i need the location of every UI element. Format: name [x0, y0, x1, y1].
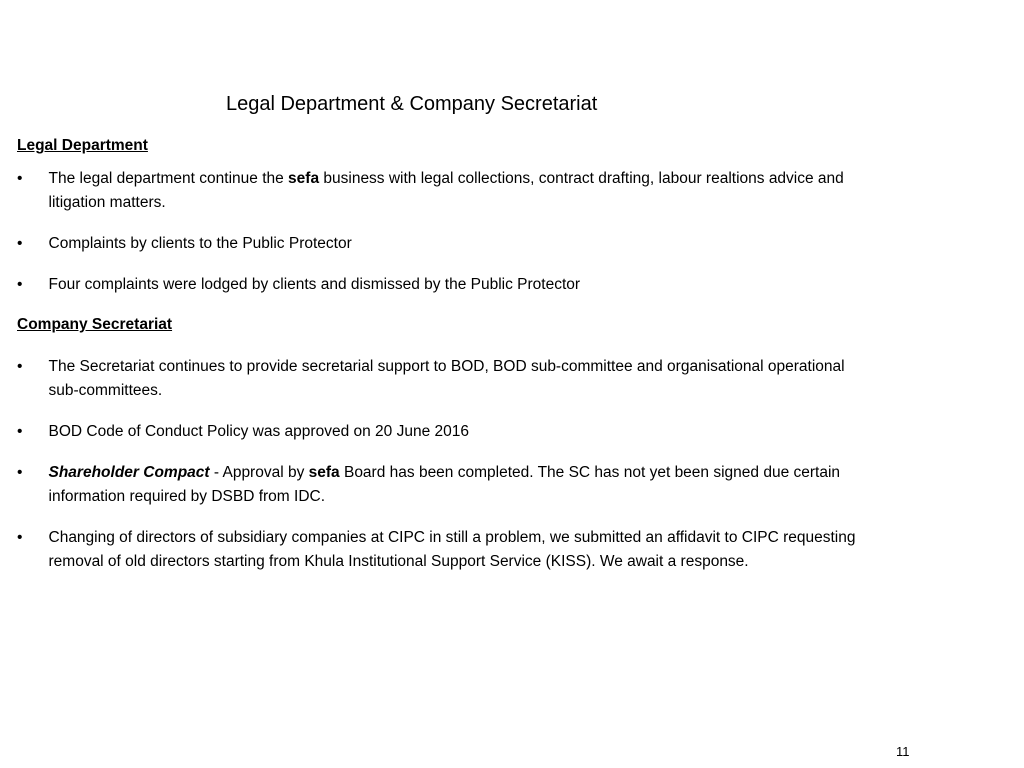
bullet-text: Changing of directors of subsidiary companies at CIPC in still a problem, we submitted an affidavit to CIPC requesting removal of old directors starting from Khula Institutional Support Service (KISS). We await a response.	[48, 529, 856, 570]
bullet-text: The Secretariat continues to provide secretarial support to BOD, BOD sub-committee and organisational operational sub-committees.	[48, 358, 845, 399]
legal-department-heading: Legal Department	[17, 137, 148, 154]
bullet-text: Four complaints were lodged by clients and dismissed by the Public Protector	[48, 276, 581, 293]
secretariat-bullet-cipc-directors	[17, 526, 867, 573]
bullet-icon: •	[17, 358, 23, 375]
bullet-text: The legal department continue the sefa business with legal collections, contract drafting, labour realtions advice and litigation matters.	[48, 170, 844, 211]
bullet-icon: •	[17, 170, 23, 187]
page-number: 11	[896, 744, 910, 759]
legal-bullet-collections	[17, 167, 867, 214]
secretariat-bullet-shareholder-compact	[17, 461, 867, 508]
slide-title: Legal Department & Company Secretariat	[226, 93, 598, 115]
secretariat-bullet-code-of-conduct	[17, 420, 867, 444]
bullet-icon: •	[17, 235, 23, 252]
secretariat-bullet-support	[17, 355, 867, 402]
bullet-text: BOD Code of Conduct Policy was approved on 20 June 2016	[48, 423, 469, 440]
bullet-icon: •	[17, 276, 23, 293]
legal-bullet-dismissed	[17, 273, 867, 297]
bullet-text: Complaints by clients to the Public Protector	[48, 235, 352, 252]
bullet-icon: •	[17, 423, 23, 440]
bullet-icon: •	[17, 529, 23, 546]
bullet-text: Shareholder Compact - Approval by sefa Board has been completed. The SC has not yet been signed due certain information required by DSBD from IDC.	[48, 464, 841, 505]
legal-bullet-complaints	[17, 232, 867, 256]
company-secretariat-heading: Company Secretariat	[17, 316, 173, 333]
bullet-icon: •	[17, 464, 23, 481]
